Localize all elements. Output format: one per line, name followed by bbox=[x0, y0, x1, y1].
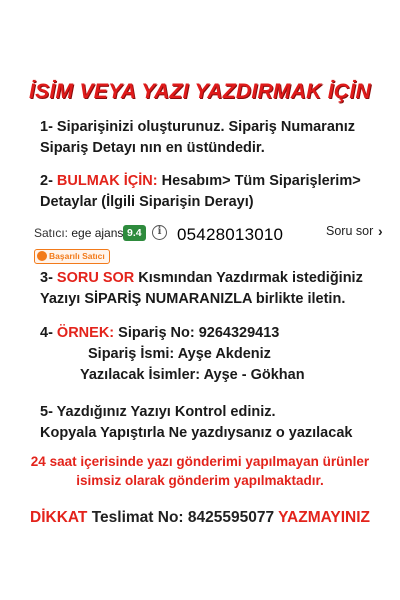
info-icon[interactable]: i bbox=[152, 225, 167, 240]
successful-seller-label: Başarılı Satıcı bbox=[49, 251, 105, 261]
seller-row bbox=[34, 223, 384, 245]
step-4-line-1 bbox=[40, 323, 305, 344]
step-3 bbox=[40, 268, 363, 310]
phone-number: 05428013010 bbox=[177, 225, 284, 244]
footer-notice bbox=[0, 509, 400, 527]
page-title: İSİM VEYA YAZI YAZDIRMAK İÇİN bbox=[28, 80, 371, 103]
chevron-right-icon[interactable]: › bbox=[378, 223, 383, 239]
step-2-line-2: Detaylar (İlgili Siparişin Derayı) bbox=[40, 194, 254, 210]
warning-notice bbox=[0, 452, 400, 490]
step-3-prefix: 3- bbox=[40, 270, 57, 286]
step-1-line-2: Sipariş Detayı nın en üstündedir. bbox=[40, 140, 265, 156]
step-5 bbox=[40, 402, 352, 444]
medal-icon bbox=[37, 251, 47, 261]
seller-badge-row bbox=[34, 246, 110, 262]
seller-rating-badge: 9.4 bbox=[123, 225, 146, 241]
seller-name-link[interactable]: ege ajans bbox=[71, 226, 124, 240]
seller-label-text: Satıcı: bbox=[34, 226, 72, 240]
step-2 bbox=[40, 171, 361, 213]
step-5-line-2: Kopyala Yapıştırla Ne yazdıysanız o yazılacak bbox=[40, 425, 353, 441]
example-order-name: Sipariş İsmi: Ayşe Akdeniz bbox=[88, 346, 271, 362]
step-3-rest: Kısmından Yazdırmak istediğiniz bbox=[134, 270, 363, 286]
seller-label bbox=[34, 226, 123, 240]
ask-question-button[interactable]: Soru sor bbox=[326, 224, 374, 238]
step-2-rest: Hesabım> Tüm Siparişlerim> bbox=[157, 173, 361, 189]
footer-yazmayiniz: YAZMAYINIZ bbox=[278, 509, 370, 526]
step-2-prefix: 2- bbox=[40, 173, 57, 189]
step-3-line-1 bbox=[40, 268, 363, 289]
step-3-line-2: Yazıyı SİPARİŞ NUMARANIZLA birlikte iletin. bbox=[40, 291, 346, 307]
example-order-no: Sipariş No: 9264329413 bbox=[114, 325, 280, 341]
example-names: Yazılacak İsimler: Ayşe - Gökhan bbox=[80, 367, 305, 383]
step-1-line-1: 1- Siparişinizi oluşturunuz. Sipariş Numaranız bbox=[40, 119, 356, 135]
warning-line-1: 24 saat içerisinde yazı gönderimi yapılmayan ürünler bbox=[30, 454, 370, 469]
warning-line-2: isimsiz olarak gönderim yapılmaktadır. bbox=[76, 473, 324, 488]
step-2-highlight: BULMAK İÇİN: bbox=[56, 173, 158, 189]
step-4-prefix: 4- bbox=[40, 325, 57, 341]
successful-seller-badge bbox=[34, 249, 110, 264]
step-3-highlight: SORU SOR bbox=[56, 270, 135, 286]
step-4 bbox=[40, 323, 305, 386]
footer-dikkat: DİKKAT bbox=[30, 509, 88, 526]
step-1 bbox=[40, 117, 355, 159]
step-4-highlight: ÖRNEK: bbox=[56, 325, 115, 341]
step-5-line-1: 5- Yazdığınız Yazıyı Kontrol ediniz. bbox=[40, 404, 276, 420]
step-2-line-1 bbox=[40, 171, 361, 192]
footer-delivery-no: Teslimat No: 8425595077 bbox=[87, 509, 279, 526]
